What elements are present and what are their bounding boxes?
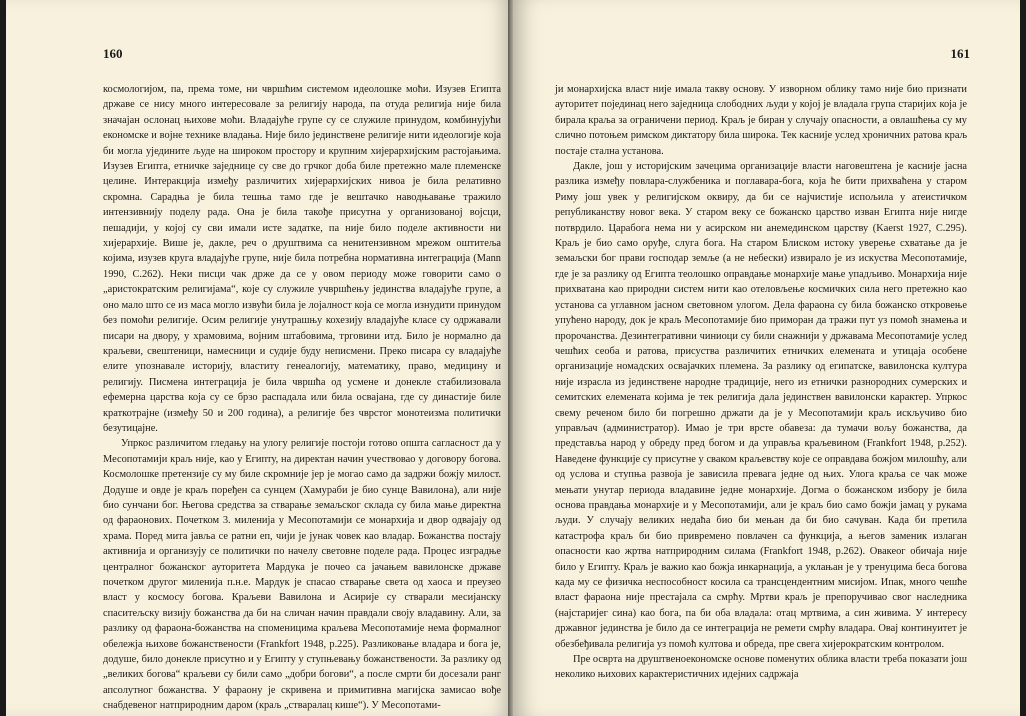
- right-page: [513, 0, 1026, 716]
- page-body: [103, 82, 501, 714]
- paragraph: космологијом, па, према томе, ни чвршћим системом идеолошке моћи. Изузев Египта државе се нису много интересовале за религију народа, па отуда религија није била значајан ослонац њихове моћи. Владајуће групе су се служиле принудом, комбинујући економске и војне технике владања. Није било јединствене религије нити идеологије која би могла уједините људе на широком простору и крупним хијерархијским растојањима. Изузев Египта, етничке заједнице су све до грчког доба биле претежно мале племенске целине. Интеракција између различитих хијерархијских нивоа је била релативно скромна. Сарадња је била тешња тамо где је вештачко наводњавање тражило интензивнију поделу рада. Она је била такође присутна у организованој војсци, пешадији, у којој су сви имали исте задатке, па није било поделе активности ни хијерархије. Више је, дакле, реч о друштвима са ненитензивном мрежом оштитеља којима, изузев круга владајуће групе, није била потребна нормативна интеграција (Mann 1990, C.262). Неки писци чак држе да се у овом периоду може говорити само о „аристократским религијама“, које су служиле учвршћењу јединства владајуће групе, а оно мало што се из маса могло извући била је лојалност која се могла изнудити принудом без помоћи религије. Осим религије унутрашњу кохезију владајуће класе су одржавали писари на двору, у храмовима, војним штабовима, трговини итд. Било је нормално да краљеви, свештеници, намесници и судије буду неписмени. Преко писара су владајуће елите упознавале историју, властиту генеалогију, математику, право, медицину и религију. Писмена интеграција је била чвршћа од усмене и донекле стабилизовала ефемерна царства која су се брзо распадала или била освајана, где су династије биле краткотрајне (између 50 и 200 година), а религије без чврстог монотеизма политички безутицајне.: [103, 84, 501, 434]
- paragraph: ји монархијска власт није имала такву основу. У изворном облику тамо није био признати ауторитет појединац него заједница слободних људи у којој је владала група старијих која је бирала краља за ограничени период. Краљ је биран у случају опасности, а овлашћења су му слично потоњем римском диктатору била широка. Тек касније услед хроничних ратова краљ постаје стална установа.: [555, 84, 967, 157]
- paragraph: Дакле, још у историјским зачецима организације власти наговештена је касније јасна разлика између повлара-службеника и поглавара-бога, која ће бити прихваћена у старом Риму још увек у религијском оквиру, да би се најчистије испољила у атеистичком републиканству новог века. У старом веку се божанско царство изван Египта није нигде потврдило. Царабога нема ни у асирском ни анемединском царству (Kaerst 1927, C.295). Краљ је био само оруђе, слуга бога. На старом Блиском истоку уверење схватање да је земаљски бог прави господар земље (а не небески) извирало је из искуства Месопотамије, где је за разлику од Египта теолошко оправдање монархије мање упадљиво. Монархија није прихватана као природни систем нити као отеловљење космичких сила него претежно као установа са углавном јасном световном улогом. Дела фараона су била божанско откровење упућено народу, док је краљ Месопотамије био приморан да тражи пут уз помоћ знамења и пророчанства. Дезинтегративни чиниоци су били снажнији у државама Месопотамије услед чешћих сеоба и ратова, присуства различитих етничких елемената и утицаја особене организације номадских освајачких племена. За разлику од египатске, вавилонска култура није израсла из јединствене народне традиције, него из етнички разнородних сумерских и семитских елемената којима је тек религија дала јединствен вавилонски карактер. Упркос свему реченом било би погрешно држати да је у Месопотамији краљ искључиво био управљач (администратор). Имао је три врсте обавеза: да тумачи вољу божанства, да представља народ у обреду пред богом и да управља краљевином (Frankfort 1948, p.252). Наведене функције су присутне у сваком краљевству које се оправдава божјом милошћу, али од услова и ступња развоја је зависила превага једне од њих. Улога краља се чак може мењати унутар периода владавине једне монархије. Догма о божанском избору је била основа правдања монархије и у Месопотамији, али је краљ био само божји јамац у рукама људи. У случају великих недаћа био би мењан да би био сачуван. Када би претила катастрофа краљ би био привремено повлачен са функција, а његов заменик излаган опасности као жртва натприродним силама (Frankfort 1948, p.262). Овакеог обичаја није било у Египту. Краљ је важио као божја инкарнација, а уклањан је у тренуцима беса богова када му се физичка неспособност косила са трансцендентним мисијом. Ипак, много чешће власт фараона није престајала са смрћу. Мртви краљ је препоручивао свог наследника (најстаријег сина) као бога, па би оба владала: отац мртвима, а син живима. У интересу државног јединства је било да се интеграција не ремети смрћу владара. Овај континуитет је обезбеђивала религија уз помоћ култова и обреда, пре свега хијерократским контролом.: [555, 161, 967, 650]
- paragraph: Упркос различитом гледању на улогу религије постоји готово општа сагласност да у Месопотамији краљ није, као у Египту, на директан начин учествовао у договору богова. Космолошке претензије су му биле скромније јер је могао само да задржи божју милост. Додуше и овде је краљ поређен са сунцем (Хамураби је био сунце Вавилона), али није био сунчани бог. Његова средства за стварање земаљског склада су била мање директна од фараонових. Почетком 3. миленија у Месопотамији се монархија и двор одвајају од храма. Поред мита јавља се ратни еп, чији је јунак човек као владар. Божанства постају активнија и организују се политички по начелу световне поделе рада. Процес изградње централног божанског ауторитета Мардука је почео са јачањем вавилонске државе почетком другог миленија п.н.е. Мардук је спасао стварање света од хаоса и преузео власт у космосу богова. Краљеви Вавилона и Асирије су стварали месијанску спаситељску визију божанства да би на сличан начин правдали своју владавину. Али, за разлику од фараона-божанства на споменицима краљева Месопотамије нема формалног обележја њихове божанствености (Frankfort 1948, p.225). Разликовање владара и бога је, додуше, било донекле присутно и у Египту у ступњевању божанствености. За разлику од „великих богова“ краљеви су били само „добри богови“, а после смрти би досезали ранг апсолутног божанства. У фараону је скривена и примитивна магијска замисао вође снабдевеног натприродним даром (краљ „стваралац кише“). У Месопотами-: [103, 438, 501, 712]
- page-number: 160: [103, 46, 123, 61]
- page-number: 161: [950, 46, 970, 61]
- paragraph: Пре осврта на друштвеноекономске основе поменутих облика власти треба показати још неколико њихових карактеристичних идејних садржаја: [555, 654, 967, 681]
- page-body: [555, 82, 967, 683]
